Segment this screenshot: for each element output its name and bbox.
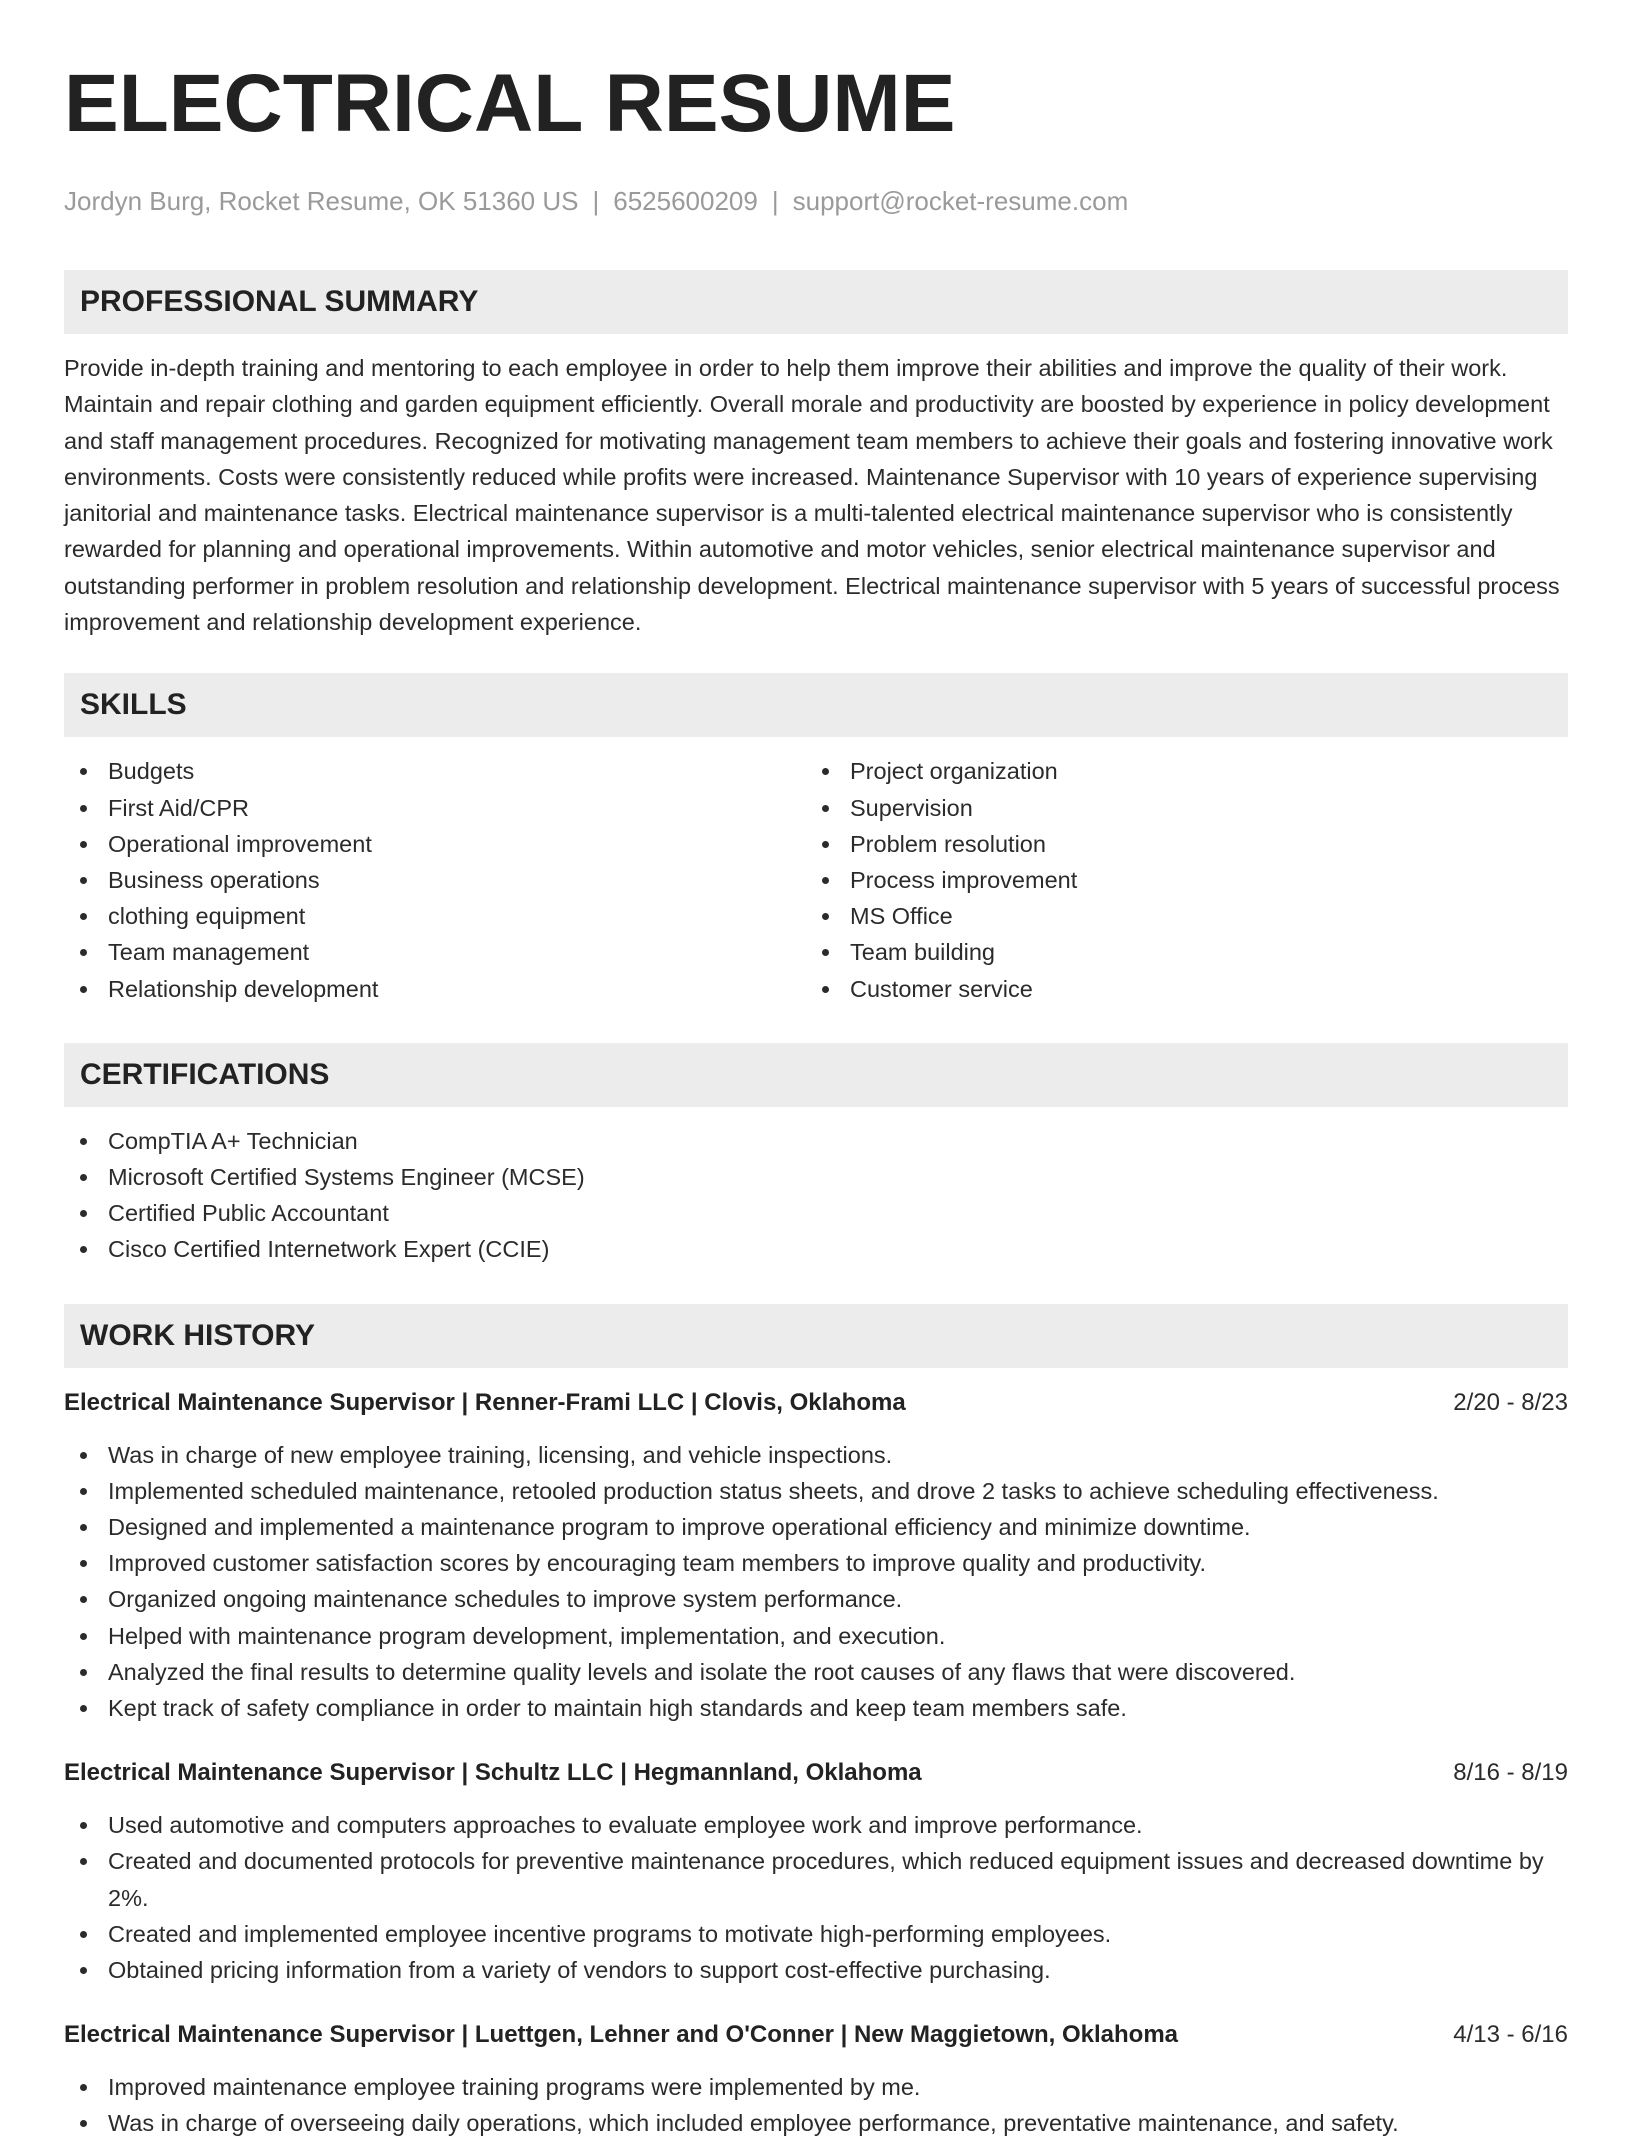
certification-item: CompTIA A+ Technician — [64, 1123, 1568, 1159]
resume-title: ELECTRICAL RESUME — [64, 58, 956, 149]
section-header-skills: SKILLS — [64, 673, 1568, 737]
job-dates: 4/13 - 6/16 — [1453, 2021, 1568, 2049]
job-bullets — [64, 2069, 1568, 2141]
job-dates: 8/16 - 8/19 — [1453, 1759, 1568, 1787]
job-title: Electrical Maintenance Supervisor | Renner-Frami LLC | Clovis, Oklahoma — [64, 1388, 906, 1416]
skills-list-left — [64, 753, 806, 1006]
skill-item: Problem resolution — [806, 826, 1548, 862]
section-header-work-history: WORK HISTORY — [64, 1304, 1568, 1368]
skill-item: Process improvement — [806, 862, 1548, 898]
job-bullet: Kept track of safety compliance in order to maintain high standards and keep team members safe. — [64, 1690, 1568, 1726]
section-header-summary: PROFESSIONAL SUMMARY — [64, 270, 1568, 334]
job-entry — [64, 1756, 1568, 1988]
certification-item: Certified Public Accountant — [64, 1195, 1568, 1231]
contact-separator: | — [771, 186, 779, 216]
job-title: Electrical Maintenance Supervisor | Luettgen, Lehner and O'Conner | New Maggietown, Oklahoma — [64, 2021, 1179, 2049]
job-bullet: Analyzed the final results to determine quality levels and isolate the root causes of any flaws that were discovered. — [64, 1654, 1568, 1690]
contact-phone: 6525600209 — [613, 186, 758, 216]
job-bullets — [64, 1437, 1568, 1727]
skill-item: Project organization — [806, 753, 1548, 789]
job-header — [64, 1386, 1568, 1420]
skill-item: Budgets — [64, 753, 806, 789]
skill-item: Team building — [806, 934, 1548, 970]
skill-item: First Aid/CPR — [64, 790, 806, 826]
job-bullet: Was in charge of overseeing daily operations, which included employee performance, preventative maintenance, and safety. — [64, 2105, 1568, 2141]
contact-email: support@rocket-resume.com — [792, 186, 1129, 216]
certification-item: Cisco Certified Internetwork Expert (CCIE) — [64, 1231, 1568, 1267]
skill-item: MS Office — [806, 898, 1548, 934]
job-dates: 2/20 - 8/23 — [1453, 1388, 1568, 1416]
job-bullet: Was in charge of new employee training, licensing, and vehicle inspections. — [64, 1437, 1568, 1473]
skills-columns — [64, 753, 1568, 1006]
job-entry — [64, 2018, 1568, 2141]
skills-list-right — [806, 753, 1548, 1006]
job-bullet: Obtained pricing information from a variety of vendors to support cost-effective purchasing. — [64, 1952, 1568, 1988]
job-header — [64, 1756, 1568, 1790]
contact-separator: | — [592, 186, 600, 216]
job-title: Electrical Maintenance Supervisor | Schultz LLC | Hegmannland, Oklahoma — [64, 1759, 922, 1787]
job-bullets — [64, 1807, 1568, 1988]
section-header-certifications: CERTIFICATIONS — [64, 1043, 1568, 1107]
skill-item: Customer service — [806, 971, 1548, 1007]
contact-line — [64, 184, 1568, 218]
summary-text: Provide in-depth training and mentoring to each employee in order to help them improve their abilities and improve the quality of their work. Maintain and repair clothing and garden equipment efficiently. Overall morale and productivity are boosted by experience in policy development and staff management procedures. Recognized for motivating management team members to achieve their goals and fostering innovative work environments. Costs were consistently reduced while profits were increased. Maintenance Supervisor with 10 years of experience supervising janitorial and maintenance tasks. Electrical maintenance supervisor is a multi-talented electrical maintenance supervisor who is consistently rewarded for planning and operational improvements. Within automotive and motor vehicles, senior electrical maintenance supervisor and outstanding performer in problem resolution and relationship development. Electrical maintenance supervisor with 5 years of successful process improvement and relationship development experience. — [64, 355, 1560, 636]
job-bullet: Improved customer satisfaction scores by encouraging team members to improve quality and productivity. — [64, 1545, 1568, 1581]
job-bullet: Created and documented protocols for preventive maintenance procedures, which reduced equipment issues and decreased downtime by 2%. — [64, 1843, 1568, 1915]
skill-item: clothing equipment — [64, 898, 806, 934]
job-bullet: Implemented scheduled maintenance, retooled production status sheets, and drove 2 tasks to achieve scheduling effectiveness. — [64, 1473, 1568, 1509]
contact-address: Jordyn Burg, Rocket Resume, OK 51360 US — [64, 186, 579, 216]
skill-item: Supervision — [806, 790, 1548, 826]
skill-item: Operational improvement — [64, 826, 806, 862]
skill-item: Team management — [64, 934, 806, 970]
job-entry — [64, 1386, 1568, 1727]
job-bullet: Designed and implemented a maintenance program to improve operational efficiency and minimize downtime. — [64, 1509, 1568, 1545]
job-bullet: Organized ongoing maintenance schedules to improve system performance. — [64, 1581, 1568, 1617]
certification-item: Microsoft Certified Systems Engineer (MCSE) — [64, 1159, 1568, 1195]
job-bullet: Helped with maintenance program development, implementation, and execution. — [64, 1618, 1568, 1654]
job-bullet: Improved maintenance employee training programs were implemented by me. — [64, 2069, 1568, 2105]
skill-item: Relationship development — [64, 971, 806, 1007]
resume-page — [64, 0, 1568, 2142]
job-bullet: Used automotive and computers approaches to evaluate employee work and improve performance. — [64, 1807, 1568, 1843]
certifications-list — [64, 1123, 1568, 1268]
job-bullet: Created and implemented employee incentive programs to motivate high-performing employees. — [64, 1916, 1568, 1952]
skill-item: Business operations — [64, 862, 806, 898]
job-header — [64, 2018, 1568, 2052]
